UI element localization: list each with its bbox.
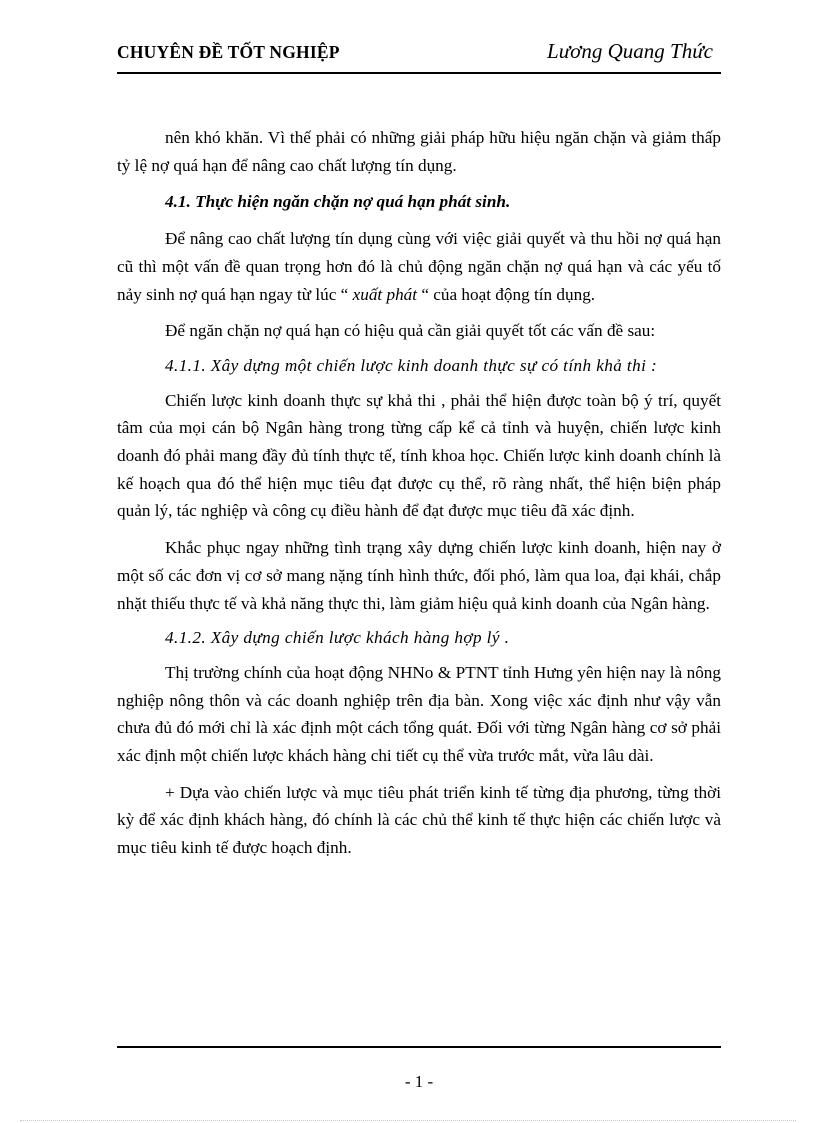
section-heading-4-1-2: 4.1.2. Xây dựng chiến lược khách hàng hợp lý . bbox=[165, 628, 510, 648]
page-header bbox=[117, 38, 721, 68]
paragraph-remedy: Khắc phục ngay những tình trạng xây dựng chiến lược kinh doanh, hiện nay ở một số các đơn vị cơ sở mang nặng tính hình thức, đối phó, làm qua loa, đại khái, chắp nhặt thiếu thực tế và khả năng thực thi, làm giảm hiệu quả kinh doanh của Ngân hàng. bbox=[117, 538, 721, 613]
paragraph-market: Thị trường chính của hoạt động NHNo & PTNT tỉnh Hưng yên hiện nay là nông nghiệp nông thôn và các doanh nghiệp trên địa bàn. Xong việc xác định như vậy vẫn chưa đủ đó mới chỉ là xác định một cách tổng quát. Đối với từng Ngân hàng cơ sở phải xác định một chiến lược khách hàng chi tiết cụ thể vừa trước mắt, vừa lâu dài. bbox=[117, 662, 721, 766]
document-title: CHUYÊN ĐỀ TỐT NGHIỆP bbox=[117, 42, 340, 62]
page-number: - 1 - bbox=[404, 1072, 434, 1091]
section-heading-4-1-1: 4.1.1. Xây dựng một chiến lược kinh doanh thực sự có tính khả thi : bbox=[165, 355, 658, 375]
paragraph-issues: Để ngăn chặn nợ quá hạn có hiệu quả cần giải quyết tốt các vấn đề sau: bbox=[165, 321, 656, 341]
emphasis-xuat-phat: xuất phát bbox=[352, 284, 418, 304]
paragraph-intro: nên khó khăn. Vì thế phải có những giải pháp hữu hiệu ngăn chặn và giảm thấp tỷ lệ nợ quá hạn để nâng cao chất lượng tín dụng. bbox=[117, 128, 721, 175]
paragraph-prevention-text-2: “ của hoạt động tín dụng. bbox=[417, 284, 596, 304]
paragraph-prevention bbox=[117, 225, 721, 308]
section-heading-4-1: 4.1. Thực hiện ngăn chặn nợ quá hạn phát sinh. bbox=[165, 192, 511, 212]
document-body bbox=[117, 124, 721, 871]
header-divider bbox=[117, 72, 721, 74]
page-edge-dots bbox=[20, 1120, 796, 1121]
paragraph-strategy: Chiến lược kinh doanh thực sự khả thi , phải thể hiện được toàn bộ ý trí, quyết tâm của mọi cán bộ Ngân hàng trong từng cấp kể cả tỉnh và huyện, chiến lược kinh doanh đó phải mang đầy đủ tính thực tế, tính khoa học. Chiến lược kinh doanh chính là kế hoạch qua đó thể hiện mục tiêu đạt được cụ thể, rõ ràng nhất, thể hiện biện pháp quản lý, tác nghiệp và công cụ điều hành để đạt được mục tiêu đã xác định. bbox=[117, 390, 721, 521]
paragraph-prevention-text-1: Để nâng cao chất lượng tín dụng cùng với việc giải quyết và thu hồi nợ quá hạn cũ thì một vấn đề quan trọng hơn đó là chủ động ngăn chặn nợ quá hạn và các yếu tố nảy sinh nợ quá hạn ngay từ lúc “ bbox=[117, 229, 721, 304]
footer-divider bbox=[117, 1046, 721, 1048]
author-name: Lương Quang Thức bbox=[547, 39, 713, 63]
paragraph-customer-basis: + Dựa vào chiến lược và mục tiêu phát triển kinh tế từng địa phương, từng thời kỳ để xác định khách hàng, đó chính là các chủ thể kinh tế thực hiện các chiến lược và mục tiêu kinh tế được hoạch định. bbox=[117, 782, 721, 858]
